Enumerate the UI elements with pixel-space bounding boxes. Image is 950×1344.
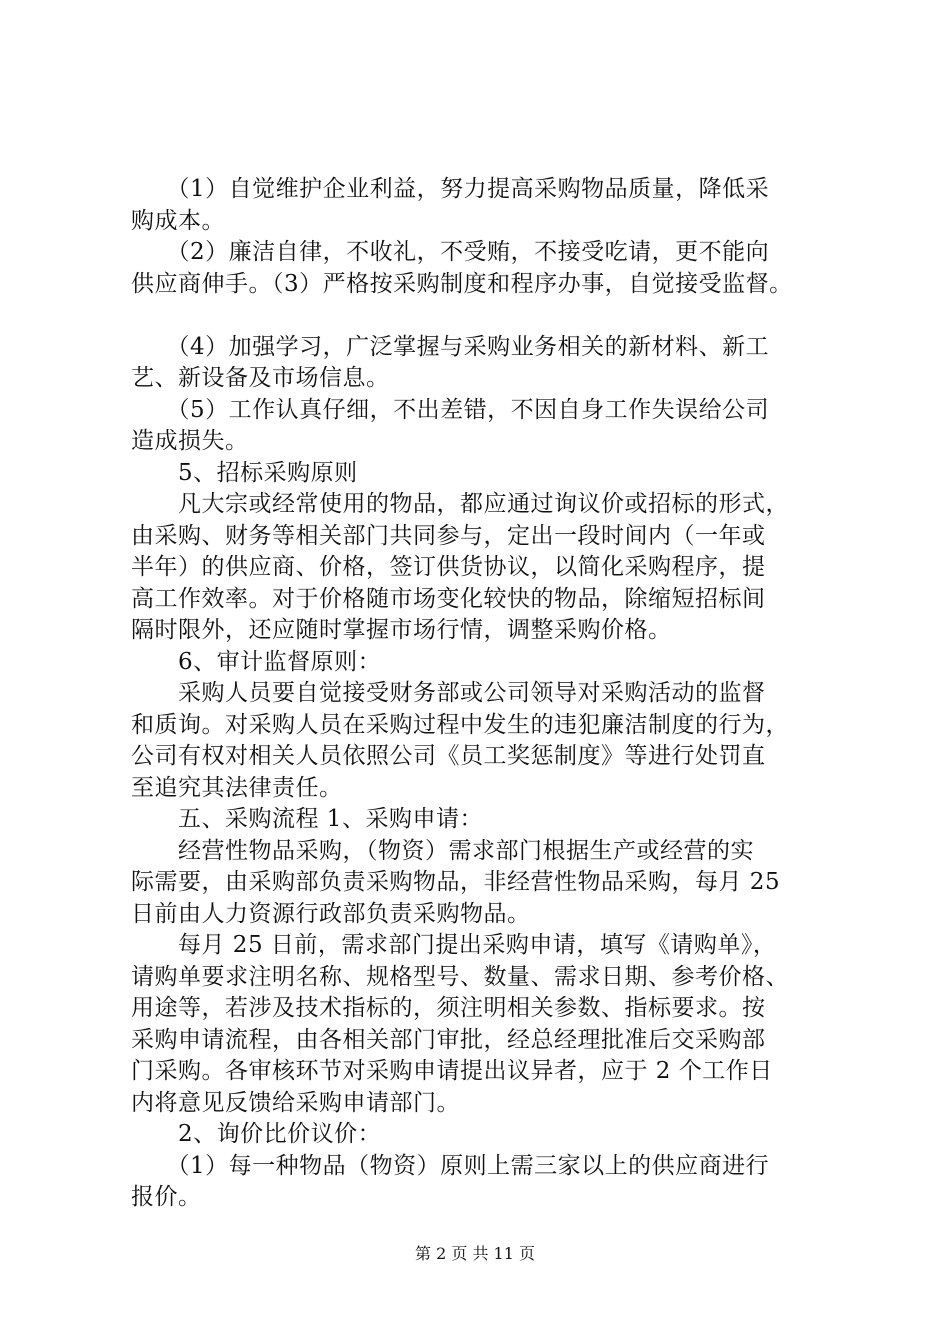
page-footer — [0, 1244, 950, 1264]
text-line: 购成本。 — [131, 207, 225, 234]
text-line: 至追究其法律责任。 — [131, 774, 343, 801]
text-line: 公司有权对相关人员依照公司《员工奖惩制度》等进行处罚直 — [131, 743, 766, 769]
section-heading: 2、询价比价议价： — [131, 1121, 382, 1147]
section-heading: 五、采购流程 1、采购申请： — [131, 806, 483, 832]
text-line: 采购申请流程，由各相关部门审批，经总经理批准后交采购部 — [131, 1026, 766, 1053]
body-text — [131, 174, 851, 1214]
text-line: 日前由人力资源行政部负责采购物品。 — [131, 900, 531, 927]
text-line: （5）工作认真仔细，不出差错，不因自身工作失误给公司 — [131, 396, 770, 423]
text-line: 和质询。对采购人员在采购过程中发生的违犯廉洁制度的行为， — [131, 711, 789, 738]
text-line: 门采购。各审核环节对采购申请提出议异者，应于 2 个工作日 — [131, 1058, 773, 1084]
text-line: （2）廉洁自律，不收礼，不受贿，不接受吃请，更不能向 — [131, 239, 770, 265]
page-number-label: 第 2 页 共 11 页 — [415, 1244, 535, 1263]
text-line: （1）自觉维护企业利益，努力提高采购物品质量，降低采 — [131, 176, 770, 202]
text-line: 供应商伸手。（3）严格按采购制度和程序办事，自觉接受监督。 — [131, 270, 793, 297]
text-line: 造成损失。 — [131, 428, 249, 454]
text-line: 采购人员要自觉接受财务部或公司领导对采购活动的监督 — [131, 680, 766, 706]
text-line: 高工作效率。对于价格随市场变化较快的物品，除缩短招标间 — [131, 585, 766, 612]
text-line: （1）每一种物品（物资）原则上需三家以上的供应商进行 — [131, 1152, 770, 1179]
text-line: 艺、新设备及市场信息。 — [131, 365, 390, 391]
section-heading: 6、审计监督原则： — [131, 648, 382, 675]
text-line: 经营性物品采购，（物资）需求部门根据生产或经营的实 — [131, 837, 754, 864]
text-line: 际需要，由采购部负责采购物品，非经营性物品采购，每月 25 — [131, 869, 781, 895]
text-line: 半年）的供应商、价格，签订供货协议，以简化采购程序，提 — [131, 554, 766, 580]
text-line: 由采购、财务等相关部门共同参与，定出一段时间内（一年或 — [131, 522, 766, 549]
text-line: 请购单要求注明名称、规格型号、数量、需求日期、参考价格、 — [131, 963, 789, 990]
text-line: 每月 25 日前，需求部门提出采购申请，填写《请购单》， — [131, 932, 777, 958]
text-line: 报价。 — [131, 1184, 202, 1210]
text-line: 内将意见反馈给采购申请部门。 — [131, 1089, 460, 1116]
text-line: 用途等，若涉及技术指标的，须注明相关参数、指标要求。按 — [131, 995, 766, 1021]
text-line: 凡大宗或经常使用的物品，都应通过询议价或招标的形式， — [131, 491, 789, 517]
section-heading: 5、招标采购原则 — [131, 459, 358, 486]
text-line: 隔时限外，还应随时掌握市场行情，调整采购价格。 — [131, 617, 672, 643]
blank-line — [131, 300, 851, 332]
text-line: （4）加强学习，广泛掌握与采购业务相关的新材料、新工 — [131, 333, 770, 360]
